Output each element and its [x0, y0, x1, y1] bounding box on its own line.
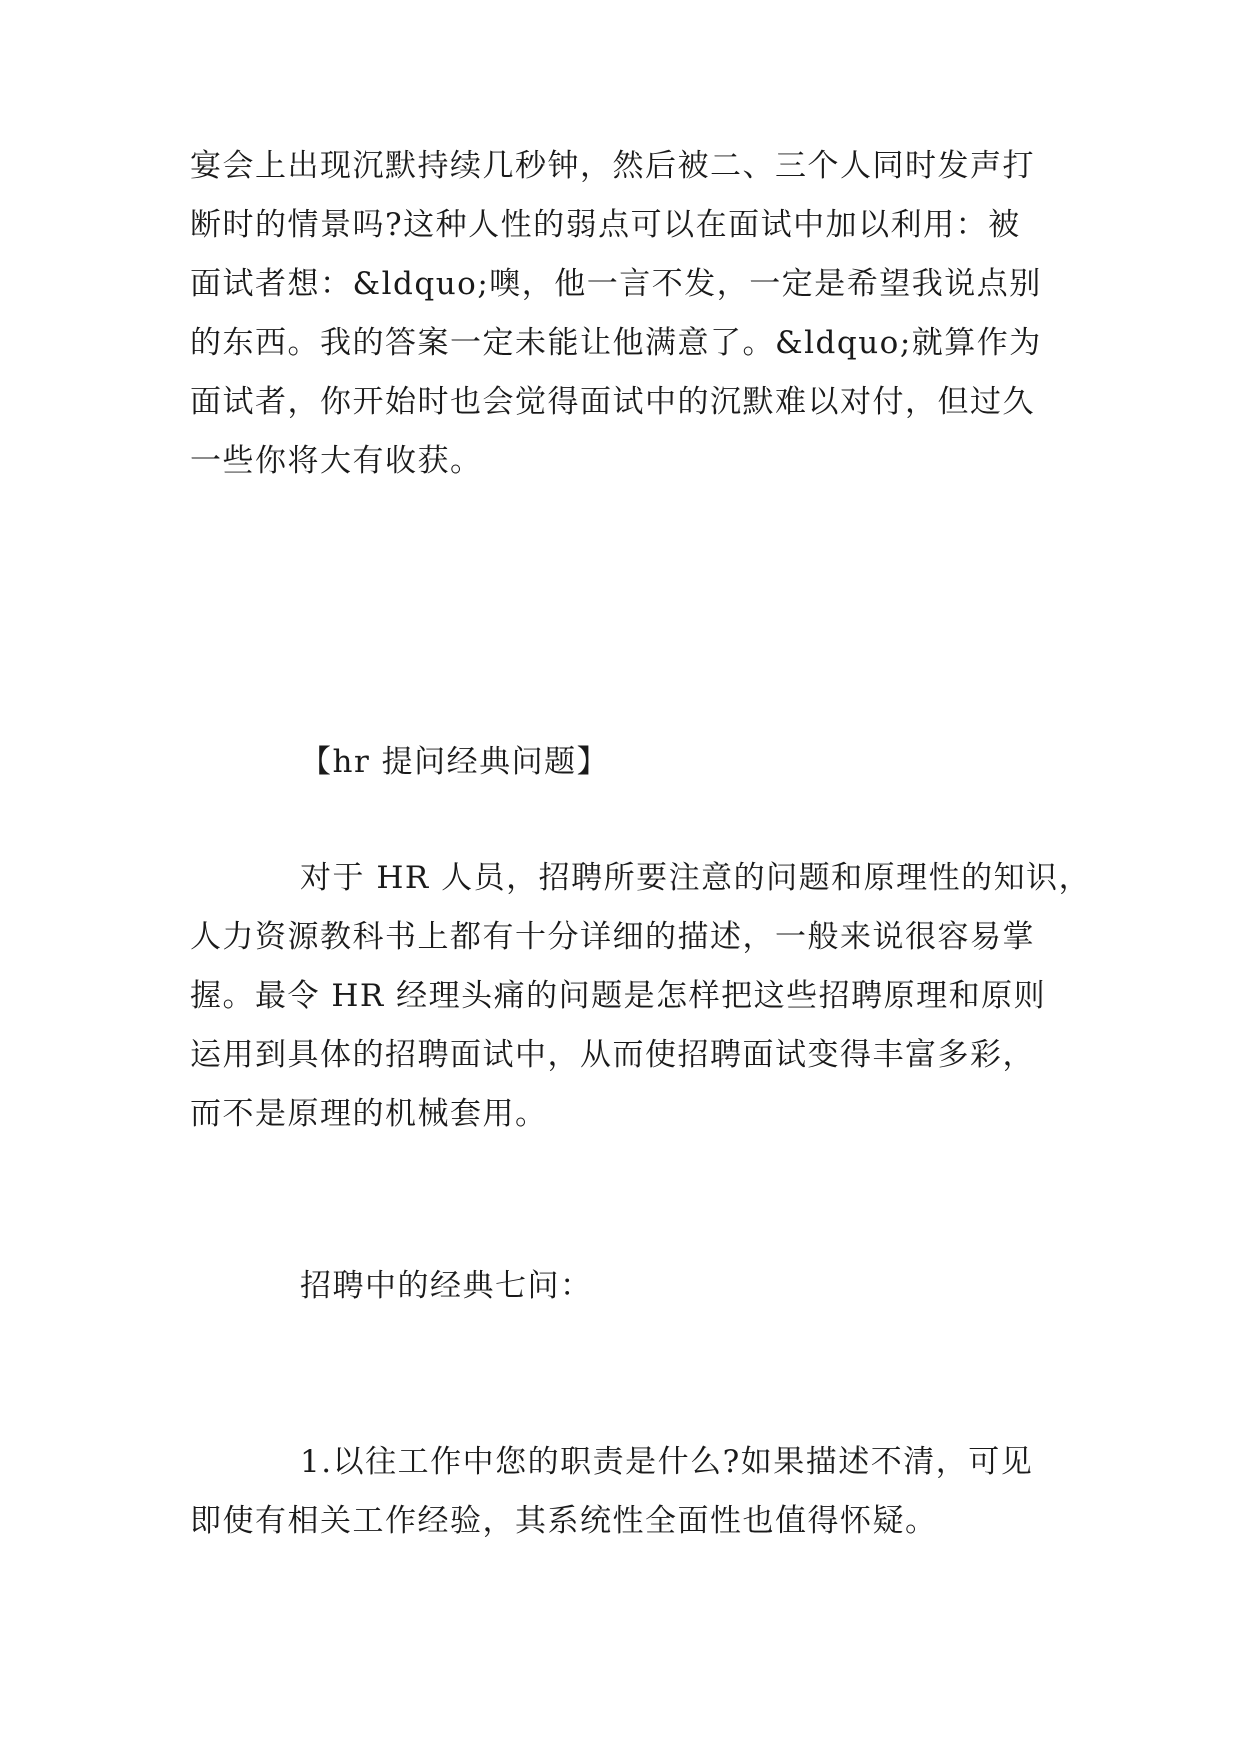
- paragraph-line: 握。最令 HR 经理头痛的问题是怎样把这些招聘原理和原则: [190, 978, 1047, 1014]
- paragraph-line: 对于 HR 人员，招聘所要注意的问题和原理性的知识，: [300, 860, 1092, 896]
- paragraph-line: 1.以往工作中您的职责是什么?如果描述不清，可见: [300, 1444, 1034, 1480]
- paragraph-line: 人力资源教科书上都有十分详细的描述，一般来说很容易掌: [190, 919, 1035, 955]
- paragraph-line: 的东西。我的答案一定未能让他满意了。&ldquo;就算作为: [190, 325, 1042, 361]
- paragraph-line: 而不是原理的机械套用。: [190, 1096, 548, 1132]
- paragraph-line: 宴会上出现沉默持续几秒钟，然后被二、三个人同时发声打: [190, 148, 1035, 184]
- paragraph-line: 一些你将大有收获。: [190, 443, 483, 479]
- paragraph-line: 断时的情景吗?这种人性的弱点可以在面试中加以利用：被: [190, 207, 1021, 243]
- paragraph-line: 运用到具体的招聘面试中，从而使招聘面试变得丰富多彩，: [190, 1037, 1035, 1073]
- section-heading: 【hr 提问经典问题】: [300, 744, 610, 780]
- paragraph-line: 面试者想：&ldquo;噢，他一言不发，一定是希望我说点别: [190, 266, 1042, 302]
- subheading: 招聘中的经典七问：: [300, 1268, 593, 1304]
- paragraph-line: 面试者，你开始时也会觉得面试中的沉默难以对付，但过久: [190, 384, 1035, 420]
- paragraph-line: 即使有相关工作经验，其系统性全面性也值得怀疑。: [190, 1503, 938, 1539]
